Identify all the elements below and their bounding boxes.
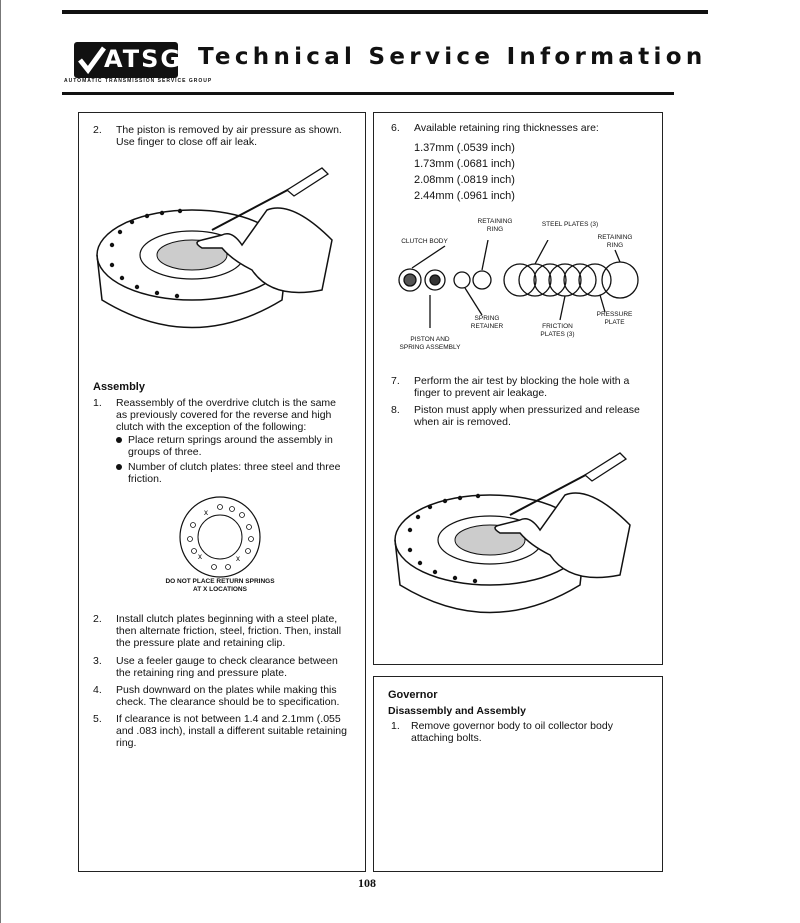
page-number: 108 <box>358 876 376 890</box>
step-number: 4. <box>93 684 102 696</box>
step-text: Piston must apply when pressurized and release when air is removed. <box>414 404 640 428</box>
step-text: Available retaining ring thicknesses are: <box>414 122 599 134</box>
step-number: 3. <box>93 655 102 667</box>
step-text: If clearance is not between 1.4 and 2.1mm (.055 and .083 inch), install a different suitable retaining ring. <box>116 713 347 749</box>
springs-caption: DO NOT PLACE RETURN SPRINGS AT X LOCATIONS <box>165 578 275 593</box>
page-title: Technical Service Information <box>198 44 707 70</box>
label-retaining-ring: RETAINING RING <box>477 218 513 233</box>
step-text: Install clutch plates beginning with a steel plate, then alternate friction, steel, friction. Then, install the pressure plate and retaining clip. <box>116 613 342 649</box>
bullet-icon <box>116 464 122 470</box>
governor-subheading: Disassembly and Assembly <box>388 705 526 717</box>
label-clutch-body: CLUTCH BODY <box>401 238 448 245</box>
step-number: 2. <box>93 613 102 625</box>
air-test-illustration <box>390 445 640 645</box>
step-number: 6. <box>391 122 400 134</box>
bullet-icon <box>116 437 122 443</box>
step-number: 2. <box>93 124 102 136</box>
step-text: Use a feeler gauge to check clearance between the retaining ring and pressure plate. <box>116 655 338 679</box>
thickness-list: 1.37mm (.0539 inch) 1.73mm (.0681 inch) 2.08mm (.0819 inch) 2.44mm (.0961 inch) <box>414 142 515 202</box>
label-pressure-plate: PRESSURE PLATE <box>596 311 633 326</box>
step-text: Perform the air test by blocking the hole with a finger to prevent air leakage. <box>414 375 630 399</box>
bullet-text: Place return springs around the assembly in groups of three. <box>128 434 333 458</box>
header-rule <box>62 92 674 95</box>
label-spring-retainer: SPRING RETAINER <box>470 315 504 330</box>
label-steel-plates: STEEL PLATES (3) <box>541 221 599 228</box>
step-number: 8. <box>391 404 400 416</box>
bullet-text: Number of clutch plates: three steel and three friction. <box>128 461 341 485</box>
step-text: Remove governor body to oil collector body attaching bolts. <box>411 720 613 744</box>
step-text: The piston is removed by air pressure as shown. Use finger to close off air leak. <box>116 124 342 148</box>
step-text: Push downward on the plates while making this check. The clearance should be to specification. <box>116 684 340 708</box>
top-rule <box>62 10 708 14</box>
step-number: 7. <box>391 375 400 387</box>
step-number: 5. <box>93 713 102 725</box>
svg-text:x: x <box>198 552 202 561</box>
logo-subtext: AUTOMATIC TRANSMISSION SERVICE GROUP <box>64 78 213 84</box>
label-retaining-ring-right: RETAINING RING <box>597 234 633 249</box>
step-number: 1. <box>391 720 400 732</box>
assembly-heading: Assembly <box>93 381 145 393</box>
checkmark-icon <box>76 42 106 78</box>
scan-edge <box>0 0 1 923</box>
logo-text: ATSG <box>104 45 183 73</box>
label-piston-spring: PISTON AND SPRING ASSEMBLY <box>399 336 461 351</box>
piston-removal-illustration <box>92 160 342 360</box>
svg-text:x: x <box>204 508 208 517</box>
step-text: Reassembly of the overdrive clutch is the same as previously covered for the reverse and high clutch with the exception of the following: <box>116 397 337 433</box>
step-number: 1. <box>93 397 102 409</box>
governor-heading: Governor <box>388 689 438 701</box>
return-spring-diagram <box>170 495 270 580</box>
svg-text:x: x <box>236 554 240 563</box>
label-friction-plates: FRICTION PLATES (3) <box>540 323 575 338</box>
